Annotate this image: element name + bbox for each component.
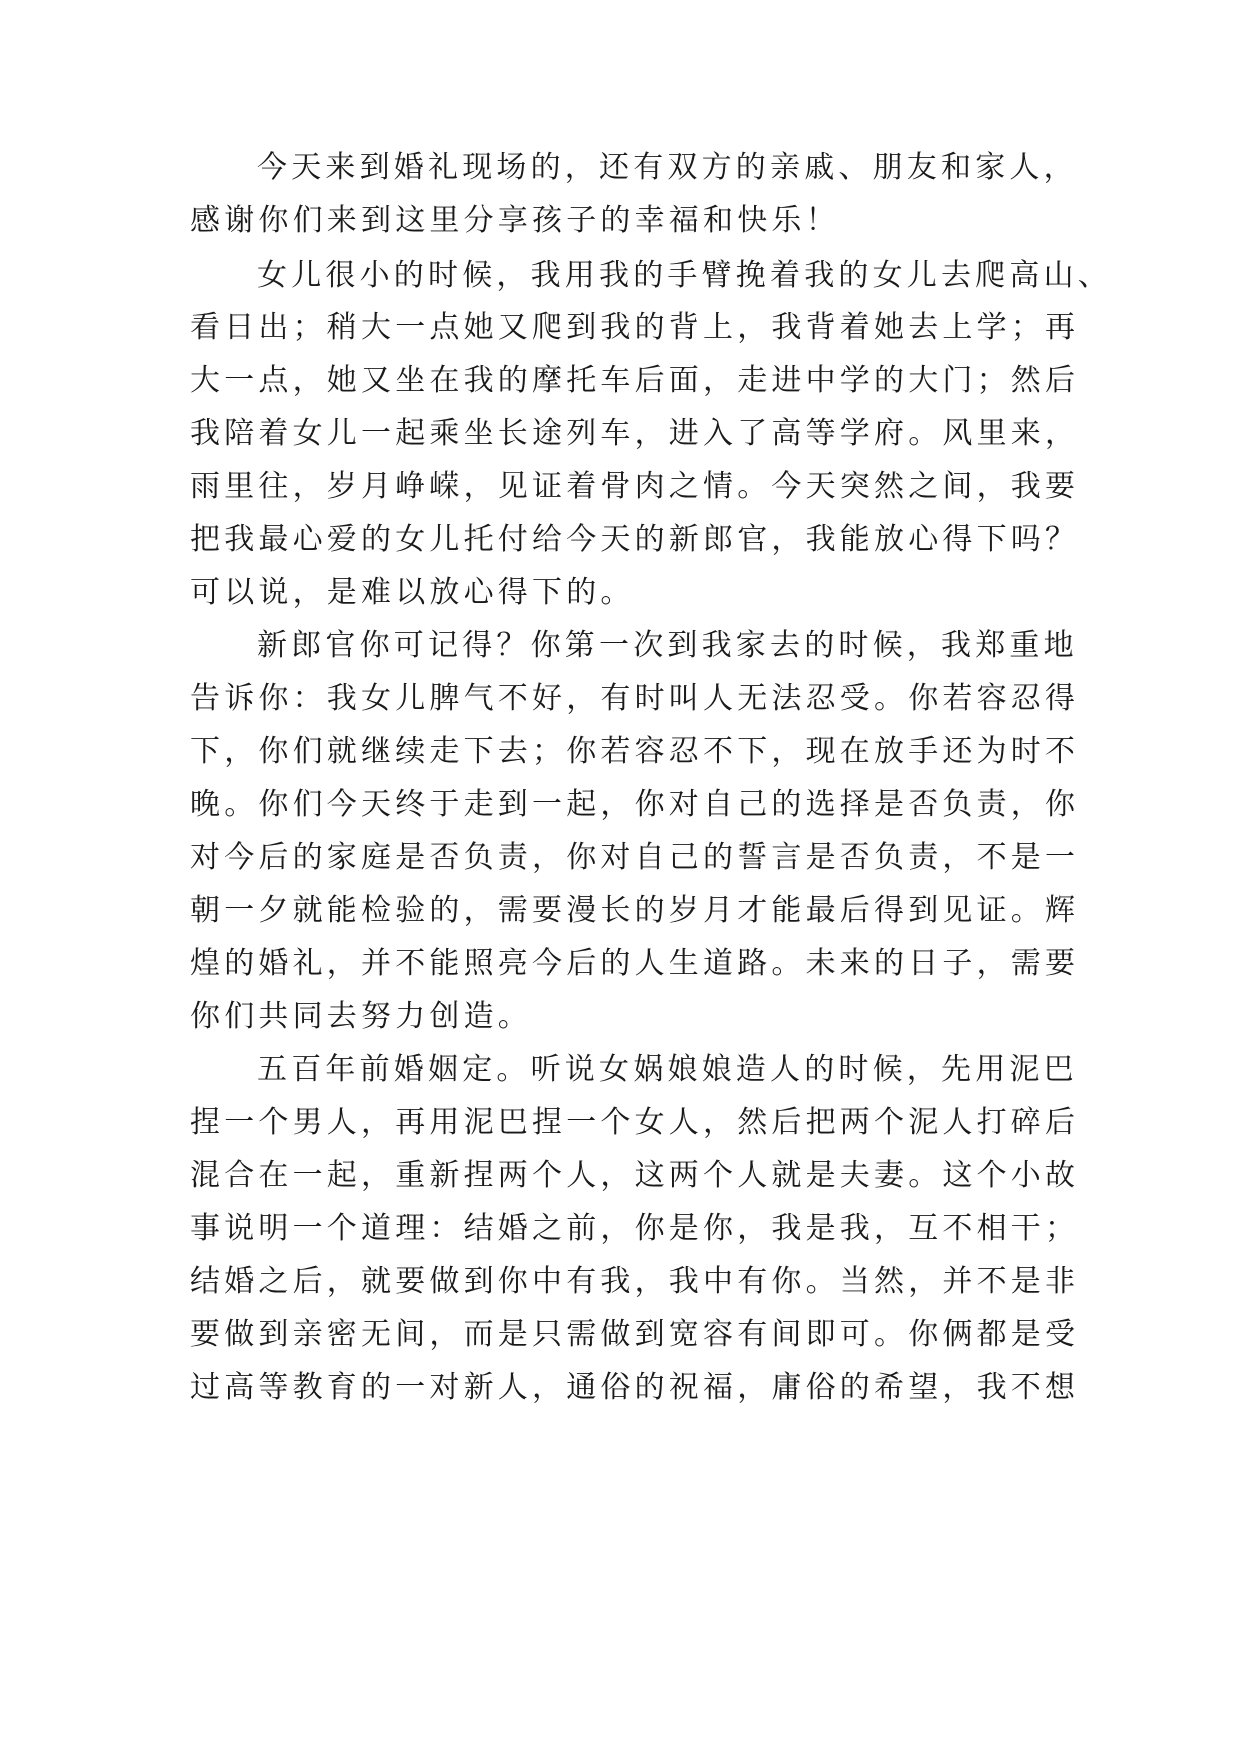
text-line: 感谢你们来到这里分享孩子的幸福和快乐！: [190, 203, 840, 238]
text-line: 把我最心爱的女儿托付给今天的新郎官，我能放心得下吗？: [190, 522, 1080, 557]
text-line: 事说明一个道理：结婚之前，你是你，我是我，互不相干；: [190, 1211, 1080, 1246]
text-line: 过高等教育的一对新人，通俗的祝福，庸俗的希望，我不想: [190, 1370, 1080, 1405]
text-line: 你们共同去努力创造。: [190, 999, 532, 1034]
text-line: 下，你们就继续走下去；你若容忍不下，现在放手还为时不: [190, 734, 1080, 769]
text-line: 大一点，她又坐在我的摩托车后面，走进中学的大门；然后: [190, 363, 1080, 398]
text-line: 告诉你：我女儿脾气不好，有时叫人无法忍受。你若容忍得: [190, 681, 1080, 716]
text-line: 朝一夕就能检验的，需要漫长的岁月才能最后得到见证。辉: [190, 893, 1080, 928]
text-line: 女儿很小的时候，我用我的手臂挽着我的女儿去爬高山、: [257, 258, 1112, 293]
text-line: 雨里往，岁月峥嵘，见证着骨肉之情。今天突然之间，我要: [190, 469, 1080, 504]
text-line: 混合在一起，重新捏两个人，这两个人就是夫妻。这个小故: [190, 1158, 1080, 1193]
text-line: 结婚之后，就要做到你中有我，我中有你。当然，并不是非: [190, 1264, 1080, 1299]
text-line: 对今后的家庭是否负责，你对自己的誓言是否负责，不是一: [190, 840, 1080, 875]
text-line: 捏一个男人，再用泥巴捏一个女人，然后把两个泥人打碎后: [190, 1105, 1080, 1140]
text-line: 要做到亲密无间，而是只需做到宽容有间即可。你俩都是受: [190, 1317, 1080, 1352]
text-line: 五百年前婚姻定。听说女娲娘娘造人的时候，先用泥巴: [257, 1052, 1078, 1087]
text-line: 煌的婚礼，并不能照亮今后的人生道路。未来的日子，需要: [190, 946, 1080, 981]
text-line: 今天来到婚礼现场的，还有双方的亲戚、朋友和家人，: [257, 150, 1078, 185]
text-line: 可以说，是难以放心得下的。: [190, 575, 635, 610]
text-line: 看日出；稍大一点她又爬到我的背上，我背着她去上学；再: [190, 310, 1080, 345]
text-line: 晚。你们今天终于走到一起，你对自己的选择是否负责，你: [190, 787, 1080, 822]
text-line: 新郎官你可记得？你第一次到我家去的时候，我郑重地: [257, 628, 1078, 663]
text-line: 我陪着女儿一起乘坐长途列车，进入了高等学府。风里来，: [190, 416, 1080, 451]
